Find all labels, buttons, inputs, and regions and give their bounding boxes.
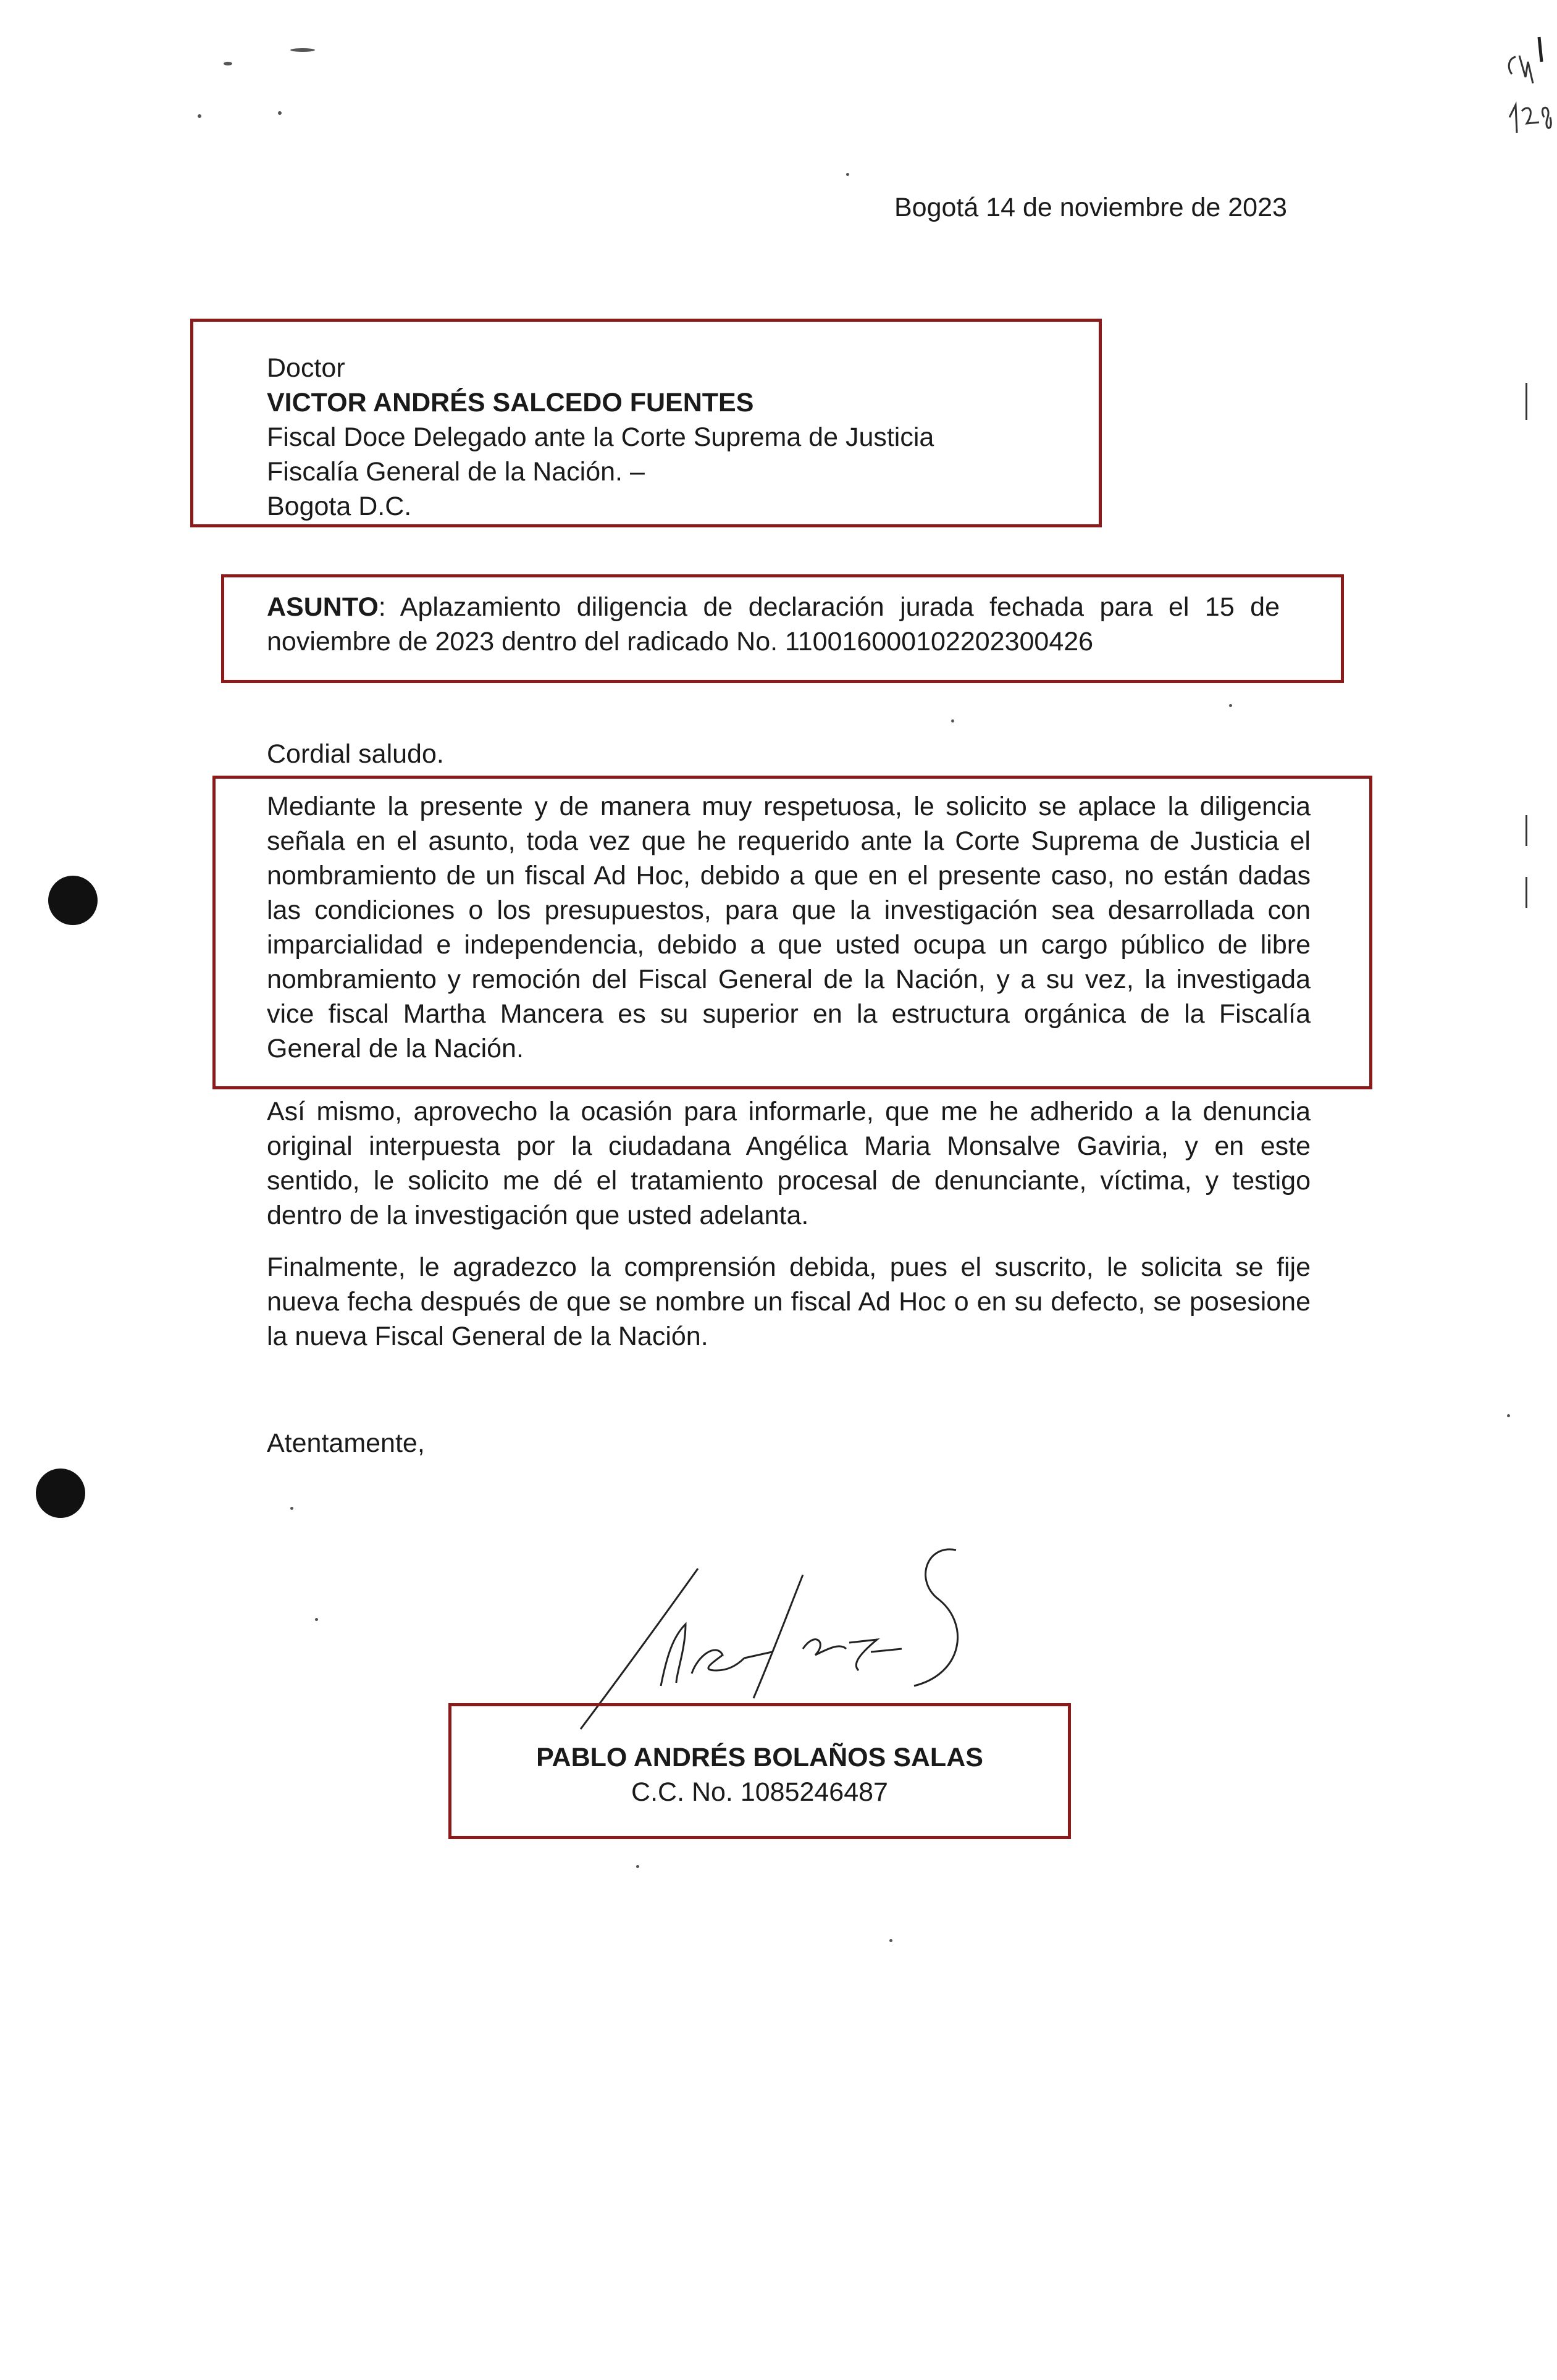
scan-speck xyxy=(315,1618,318,1621)
scan-speck xyxy=(889,1939,892,1942)
recipient-position: Fiscal Doce Delegado ante la Corte Suprema de Justicia xyxy=(267,422,934,452)
body-paragraph-1: Mediante la presente y de manera muy respetuosa, le solicito se aplace la diligencia señala en el asunto, toda vez que he requerido ante la Corte Suprema de Justicia el nombramiento de un fiscal Ad Hoc, debido a que en el presente caso, no están dadas las condiciones o los presupuestos, para que la investigación sea desarrollada con imparcialidad e independencia, debido a que usted ocupa un cargo público de libre nombramiento y remoción del Fiscal General de la Nación, y a su vez, la investigada vice fiscal Martha Mancera es su superior en la estructura orgánica de la Fiscalía General de la Nación. xyxy=(267,792,1311,1063)
scan-speck xyxy=(636,1865,639,1868)
scan-speck xyxy=(290,1507,293,1510)
scan-speck xyxy=(278,111,282,115)
date-line: Bogotá 14 de noviembre de 2023 xyxy=(894,193,1287,222)
scan-edge-mark xyxy=(1526,877,1527,908)
greeting: Cordial saludo. xyxy=(267,739,444,769)
punch-hole xyxy=(36,1469,85,1518)
scan-edge-mark xyxy=(1526,383,1527,420)
signer-name: PABLO ANDRÉS BOLAÑOS SALAS xyxy=(536,1743,983,1772)
subject-text: : Aplazamiento diligencia de declaración jurada fechada para el 15 de noviembre de 2023 dentro del radicado No. 110016000102202300426 xyxy=(267,592,1280,656)
subject-label: ASUNTO xyxy=(267,592,379,622)
recipient-entity: Fiscalía General de la Nación. – xyxy=(267,457,645,487)
signer-block xyxy=(448,1740,1071,1809)
scan-speck xyxy=(224,62,232,65)
scan-speck xyxy=(1507,1414,1510,1417)
closing: Atentamente, xyxy=(267,1428,425,1458)
recipient-title: Doctor xyxy=(267,353,345,383)
body-paragraph-2: Así mismo, aprovecho la ocasión para informarle, que me he adherido a la denuncia original interpuesta por la ciudadana Angélica Maria Monsalve Gaviria, y en este sentido, le solicito me dé el tratamiento procesal de denunciante, víctima, y testigo dentro de la investigación que usted adelanta. xyxy=(267,1097,1311,1230)
subject xyxy=(267,590,1280,659)
scan-speck xyxy=(951,719,954,723)
recipient-block xyxy=(267,351,934,524)
recipient-city: Bogota D.C. xyxy=(267,492,412,521)
recipient-name: VICTOR ANDRÉS SALCEDO FUENTES xyxy=(267,388,754,417)
punch-hole xyxy=(48,876,98,925)
scan-speck xyxy=(198,114,201,118)
scan-edge-mark xyxy=(1526,815,1527,846)
scan-speck xyxy=(1229,704,1232,707)
body-paragraph-3: Finalmente, le agradezco la comprensión debida, pues el suscrito, le solicita se fije nueva fecha después de que se nombre un fiscal Ad Hoc o en su defecto, se posesione la nueva Fiscal General de la Nación. xyxy=(267,1252,1311,1351)
signer-id: C.C. No. 1085246487 xyxy=(631,1777,888,1807)
scan-speck xyxy=(846,173,849,176)
scan-speck xyxy=(290,48,315,52)
